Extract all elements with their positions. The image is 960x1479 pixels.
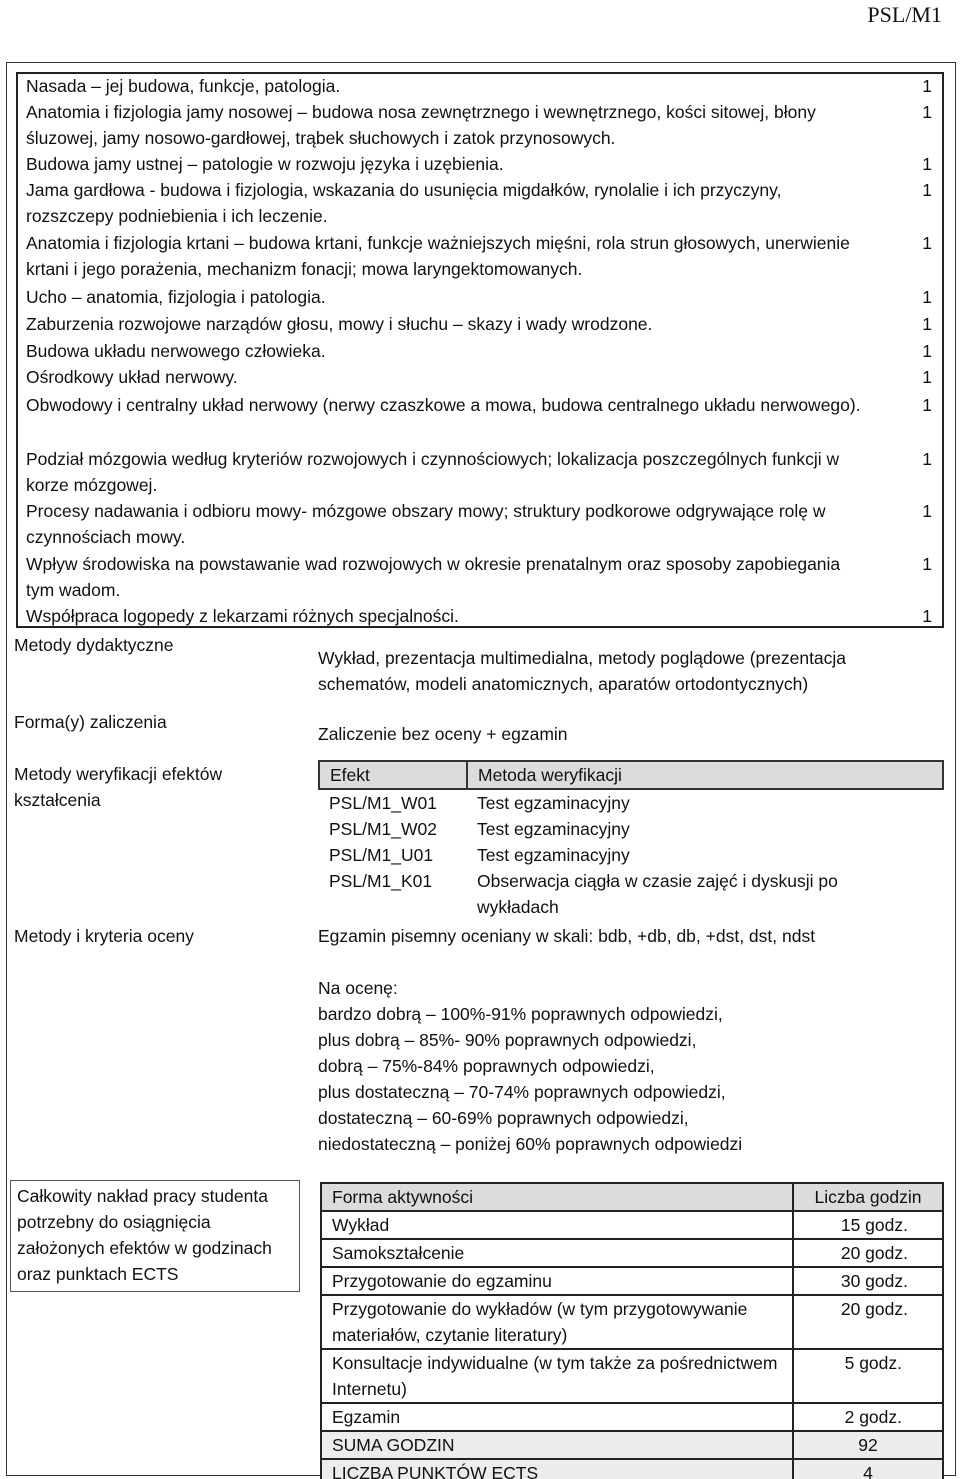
topic-hours: 1 — [922, 501, 932, 521]
activity-hours: 30 godz. — [793, 1267, 943, 1295]
workload-row — [321, 1349, 943, 1403]
topic-text: Nasada – jej budowa, funkcje, patologia. — [26, 76, 341, 96]
exam-description: Egzamin pisemny oceniany w skali: bdb, +db, db, +dst, dst, ndst — [318, 926, 816, 946]
verification-header-row — [319, 761, 943, 789]
effect-column-header: Efekt — [319, 761, 467, 789]
verification-method: Test egzaminacyjny — [477, 845, 630, 865]
topic-text: Zaburzenia rozwojowe narządów głosu, mowy i słuchu – skazy i wady wrodzone. — [26, 314, 653, 334]
topic-row — [26, 338, 936, 364]
ects-label: LICZBA PUNKTÓW ECTS — [321, 1459, 793, 1479]
verification-table — [318, 760, 944, 920]
topic-row — [26, 230, 936, 282]
hours-column-header: Liczba godzin — [793, 1183, 943, 1211]
verification-method: Test egzaminacyjny — [477, 819, 630, 839]
topic-hours: 1 — [922, 449, 932, 469]
activity-name: Wykład — [321, 1211, 793, 1239]
grade-threshold: bardzo dobrą – 100%-91% poprawnych odpowiedzi, — [318, 1004, 723, 1024]
activity-hours: 15 godz. — [793, 1211, 943, 1239]
topic-hours: 1 — [922, 180, 932, 200]
topic-text: Anatomia i fizjologia jamy nosowej – budowa nosa zewnętrznego i wewnętrznego, kości sitowej, błony śluzowej, jamy nosowo-gardłowej, trąbek słuchowych i zatok przynosowych. — [26, 102, 816, 148]
effect-code: PSL/M1_U01 — [329, 845, 434, 865]
topic-text: Ucho – anatomia, fizjologia i patologia. — [26, 287, 326, 307]
verification-method: Obserwacja ciągła w czasie zajęć i dyskusji po wykładach — [477, 871, 838, 917]
grade-threshold: dostateczną – 60-69% poprawnych odpowiedzi, — [318, 1108, 689, 1128]
workload-row — [321, 1403, 943, 1431]
topic-hours: 1 — [922, 314, 932, 334]
verification-row — [319, 789, 943, 816]
grading-scale — [318, 975, 918, 1157]
total-hours-value: 92 — [793, 1431, 943, 1459]
verification-method: Test egzaminacyjny — [477, 793, 630, 813]
total-hours-label: SUMA GODZIN — [321, 1431, 793, 1459]
topic-row — [26, 392, 936, 418]
topic-text: Obwodowy i centralny układ nerwowy (nerwy czaszkowe a mowa, budowa centralnego układu nerwowego). — [26, 395, 861, 415]
workload-row — [321, 1211, 943, 1239]
workload-table — [320, 1182, 944, 1479]
activity-name: Samokształcenie — [321, 1239, 793, 1267]
topic-row — [26, 603, 936, 629]
topic-text: Współpraca logopedy z lekarzami różnych specjalności. — [26, 606, 459, 626]
activity-hours: 20 godz. — [793, 1295, 943, 1349]
workload-row — [321, 1295, 943, 1349]
activity-hours: 2 godz. — [793, 1403, 943, 1431]
verification-row — [319, 816, 943, 842]
topic-hours: 1 — [922, 367, 932, 387]
verification-label: Metody weryfikacji efektów kształcenia — [14, 764, 223, 810]
grade-threshold: niedostateczną – poniżej 60% poprawnych odpowiedzi — [318, 1134, 743, 1154]
topic-hours: 1 — [922, 554, 932, 574]
ects-row — [321, 1459, 943, 1479]
topic-hours: 1 — [922, 76, 932, 96]
method-column-header: Metoda weryfikacji — [467, 761, 943, 789]
activity-column-header: Forma aktywności — [321, 1183, 793, 1211]
topic-row — [26, 177, 936, 229]
topic-text: Ośrodkowy układ nerwowy. — [26, 367, 238, 387]
methods-value: Wykład, prezentacja multimedialna, metody poglądowe (prezentacja schematów, modeli anatomicznych, aparatów ortodontycznych) — [318, 648, 847, 694]
effect-code: PSL/M1_K01 — [329, 871, 433, 891]
topic-hours: 1 — [922, 102, 932, 122]
grade-threshold: plus dobrą – 85%- 90% poprawnych odpowiedzi, — [318, 1030, 697, 1050]
topic-row — [26, 151, 936, 177]
workload-row — [321, 1267, 943, 1295]
total-hours-row — [321, 1431, 943, 1459]
topic-text: Wpływ środowiska na powstawanie wad rozwojowych w okresie prenatalnym oraz sposoby zapobiegania tym wadom. — [26, 554, 841, 600]
topic-row — [26, 99, 936, 151]
criteria-label: Metody i kryteria oceny — [14, 926, 194, 946]
topic-text: Budowa jamy ustnej – patologie w rozwoju języka i uzębienia. — [26, 154, 504, 174]
topic-hours: 1 — [922, 341, 932, 361]
topic-row — [26, 551, 936, 603]
topic-text: Anatomia i fizjologia krtani – budowa krtani, funkcje ważniejszych mięśni, rola strun głosowych, unerwienie krtani i jego porażenia, mechanizm fonacji; mowa laryngektomowanych. — [26, 233, 850, 279]
topic-row — [26, 311, 936, 337]
topic-text: Procesy nadawania i odbioru mowy- mózgowe obszary mowy; struktury podkorowe odgrywające rolę w czynnościach mowy. — [26, 501, 826, 547]
activity-hours: 5 godz. — [793, 1349, 943, 1403]
topic-row — [26, 498, 936, 550]
topic-text: Podział mózgowia według kryteriów rozwojowych i czynnościowych; lokalizacja poszczególnych funkcji w korze mózgowej. — [26, 449, 840, 495]
topic-text: Jama gardłowa - budowa i fizjologia, wskazania do usunięcia migdałków, rynolalie i ich przyczyny, rozszczepy podniebienia i ich leczenie. — [26, 180, 782, 226]
workload-row — [321, 1239, 943, 1267]
activity-name: Konsultacje indywidualne (w tym także za pośrednictwem Internetu) — [321, 1349, 793, 1403]
activity-name: Przygotowanie do wykładów (w tym przygotowywanie materiałów, czytanie literatury) — [321, 1295, 793, 1349]
topic-text: Budowa układu nerwowego człowieka. — [26, 341, 326, 361]
topic-row — [26, 73, 936, 99]
grade-threshold: plus dostateczną – 70-74% poprawnych odpowiedzi, — [318, 1082, 726, 1102]
verification-row — [319, 842, 943, 868]
effect-code: PSL/M1_W01 — [329, 793, 437, 813]
grade-threshold: dobrą – 75%-84% poprawnych odpowiedzi, — [318, 1056, 655, 1076]
topic-row — [26, 446, 936, 498]
workload-label: Całkowity nakład pracy studenta potrzebny do osiągnięcia założonych efektów w godzinach oraz punktach ECTS — [10, 1180, 300, 1292]
topic-hours: 1 — [922, 287, 932, 307]
effect-code: PSL/M1_W02 — [329, 819, 437, 839]
topic-hours: 1 — [922, 606, 932, 626]
ects-value: 4 — [793, 1459, 943, 1479]
assessment-form-value: Zaliczenie bez oceny + egzamin — [318, 724, 568, 744]
topic-row — [26, 284, 936, 310]
topic-hours: 1 — [922, 395, 932, 415]
assessment-form-label: Forma(y) zaliczenia — [14, 712, 167, 732]
document-code: PSL/M1 — [867, 2, 942, 27]
activity-hours: 20 godz. — [793, 1239, 943, 1267]
workload-header-row — [321, 1183, 943, 1211]
topic-hours: 1 — [922, 154, 932, 174]
topic-row — [26, 364, 936, 390]
methods-label: Metody dydaktyczne — [14, 635, 174, 655]
activity-name: Egzamin — [321, 1403, 793, 1431]
verification-row — [319, 868, 943, 920]
grading-scale-title: Na ocenę: — [318, 978, 398, 998]
activity-name: Przygotowanie do egzaminu — [321, 1267, 793, 1295]
topic-hours: 1 — [922, 233, 932, 253]
